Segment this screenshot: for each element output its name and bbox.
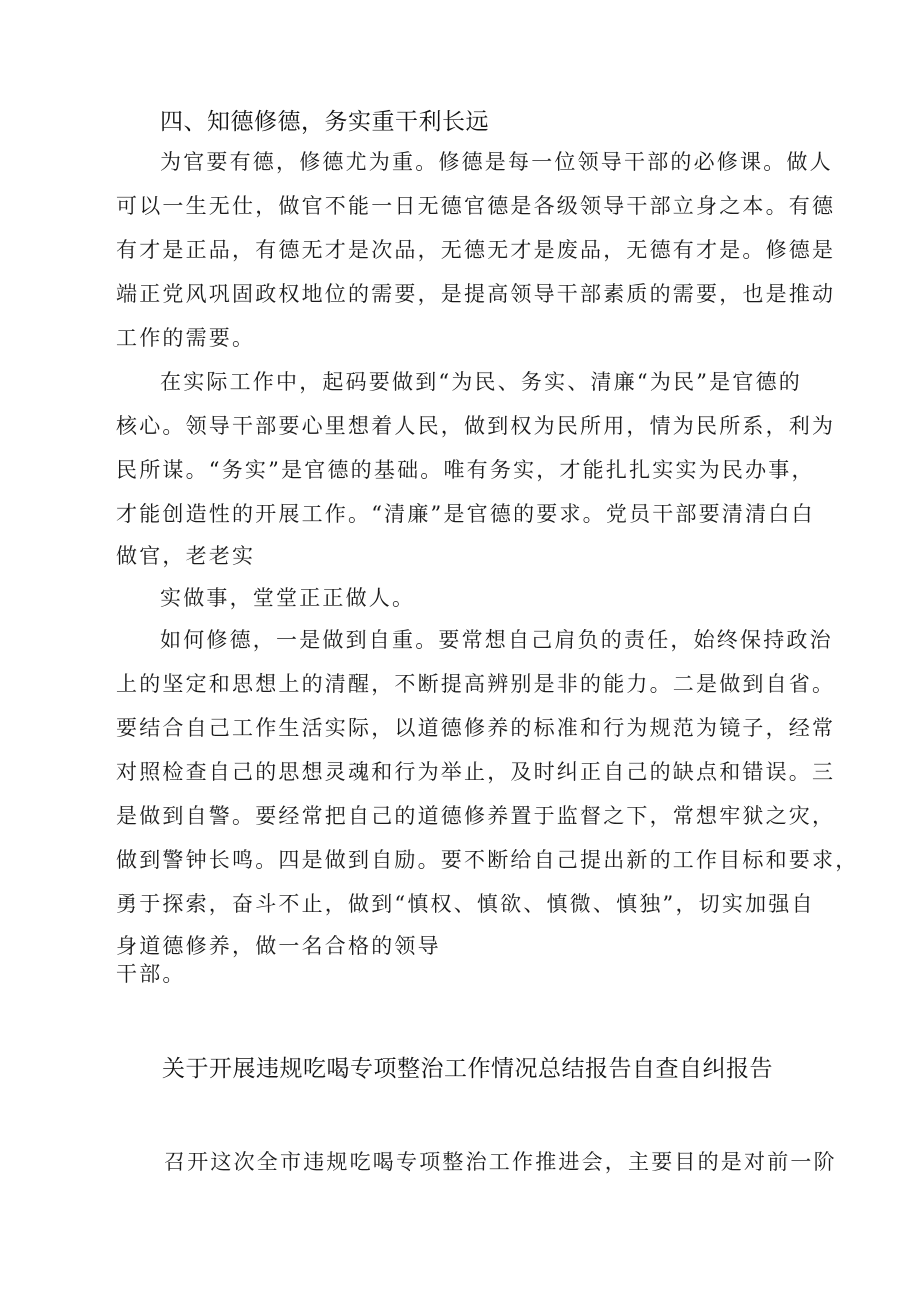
body-line: 在实际工作中，起码要做到“为民、务实、清廉“为民”是官德的	[160, 370, 803, 394]
body-line: 做到警钟长鸣。四是做到自励。要不断给自己提出新的工作目标和要求，	[116, 848, 859, 872]
section-heading: 四、知德修德，务实重干利长远	[160, 109, 489, 135]
body-line: 要结合自己工作生活实际，以道德修养的标准和行为规范为镜子，经常	[116, 716, 836, 740]
body-line: 做官，老老实	[116, 544, 256, 568]
report-body-line: 召开这次全市违规吃喝专项整治工作推进会，主要目的是对前一阶	[164, 1150, 837, 1174]
body-line: 核心。领导干部要心里想着人民，做到权为民所用，情为民所系，利为	[116, 414, 836, 438]
body-line: 干部。	[116, 962, 186, 986]
body-line: 才能创造性的开展工作。“清廉”是官德的要求。党员干部要清清白白	[116, 502, 815, 526]
report-title: 关于开展违规吃喝专项整治工作情况总结报告自查自纠报告	[162, 1056, 773, 1082]
body-line: 端正党风巩固政权地位的需要，是提高领导干部素质的需要，也是推动	[116, 282, 836, 306]
body-line: 是做到自警。要经常把自己的道德修养置于监督之下，常想牢狱之灾，	[116, 804, 836, 828]
body-line: 为官要有德，修德尤为重。修德是每一位领导干部的必修课。做人	[160, 150, 833, 174]
body-line: 工作的需要。	[116, 326, 256, 350]
body-line: 有才是正品，有德无才是次品，无德无才是废品，无德有才是。修德是	[116, 238, 836, 262]
body-line: 如何修德，一是做到自重。要常想自己肩负的责任，始终保持政治	[160, 628, 833, 652]
body-line: 对照检查自己的思想灵魂和行为举止，及时纠正自己的缺点和错误。三	[116, 760, 836, 784]
body-line: 身道德修养，做一名合格的领导	[116, 934, 441, 958]
body-line: 民所谋。“务实”是官德的基础。唯有务实，才能扎扎实实为民办事，	[116, 458, 815, 482]
body-line: 可以一生无仕，做官不能一日无德官德是各级领导干部立身之本。有德	[116, 194, 836, 218]
body-line: 实做事，堂堂正正做人。	[160, 586, 416, 610]
body-line: 上的坚定和思想上的清醒，不断提高辨别是非的能力。二是做到自省。	[116, 672, 836, 696]
body-line: 勇于探索，奋斗不止，做到“慎权、慎欲、慎微、慎独”，切实加强自	[116, 892, 815, 916]
